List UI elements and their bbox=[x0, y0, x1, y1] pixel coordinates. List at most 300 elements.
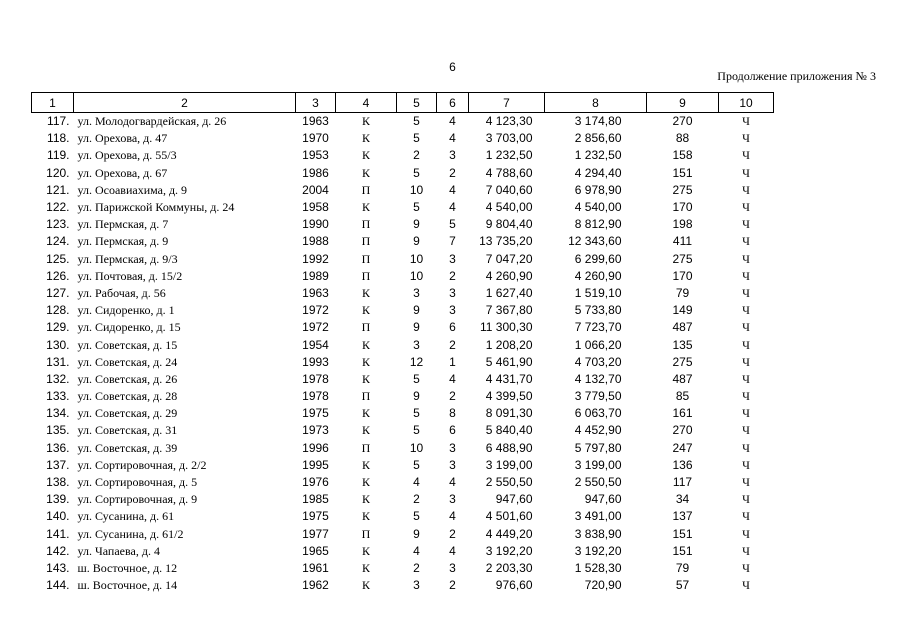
cell-floors: 3 bbox=[413, 285, 420, 300]
cell-living-area: 3 491,00 bbox=[574, 509, 622, 524]
cell-residents: 275 bbox=[672, 251, 693, 266]
cell-floors: 5 bbox=[413, 371, 420, 386]
cell-living-area: 3 174,80 bbox=[574, 114, 622, 129]
cell-living-area: 4 703,20 bbox=[574, 354, 622, 369]
cell-category: Ч bbox=[742, 131, 750, 146]
cell-wall-material: П bbox=[361, 526, 371, 541]
cell-total-area: 3 703,00 bbox=[485, 131, 533, 146]
cell-row-number: 138. bbox=[46, 475, 70, 490]
cell-row-number: 132. bbox=[46, 371, 70, 386]
cell-residents: 161 bbox=[672, 406, 693, 421]
cell-residents: 270 bbox=[672, 114, 693, 129]
table-row bbox=[32, 113, 774, 131]
cell-row-number: 118. bbox=[47, 131, 70, 146]
cell-floors: 12 bbox=[409, 354, 424, 369]
table-row bbox=[32, 371, 774, 388]
cell-category: Ч bbox=[742, 217, 750, 232]
cell-entrances: 4 bbox=[449, 200, 456, 215]
cell-living-area: 3 192,20 bbox=[574, 543, 622, 558]
cell-wall-material: П bbox=[361, 320, 371, 335]
cell-year-built: 1961 bbox=[302, 560, 329, 575]
table-row bbox=[32, 233, 774, 250]
cell-living-area: 5 733,80 bbox=[574, 303, 622, 318]
table-row bbox=[32, 457, 774, 474]
cell-entrances: 3 bbox=[449, 457, 456, 472]
cell-living-area: 4 260,90 bbox=[574, 268, 622, 283]
cell-wall-material: К bbox=[361, 406, 370, 421]
cell-year-built: 1992 bbox=[302, 251, 329, 266]
cell-category: Ч bbox=[742, 509, 750, 524]
cell-wall-material: П bbox=[361, 234, 371, 249]
cell-year-built: 1989 bbox=[302, 268, 329, 283]
column-header-3: 3 bbox=[296, 93, 336, 113]
cell-address: ул. Сидоренко, д. 1 bbox=[77, 303, 175, 318]
cell-address: ул. Сусанина, д. 61 bbox=[77, 509, 175, 524]
cell-living-area: 2 550,50 bbox=[574, 475, 622, 490]
cell-floors: 10 bbox=[409, 251, 424, 266]
cell-address: ул. Молодогвардейская, д. 26 bbox=[77, 114, 227, 129]
cell-row-number: 126. bbox=[46, 268, 70, 283]
header-row bbox=[32, 93, 774, 113]
cell-category: Ч bbox=[742, 182, 750, 197]
cell-row-number: 123. bbox=[46, 217, 70, 232]
cell-row-number: 127. bbox=[46, 285, 70, 300]
cell-category: Ч bbox=[742, 148, 750, 163]
cell-wall-material: К bbox=[361, 492, 370, 507]
cell-wall-material: К bbox=[361, 423, 370, 438]
cell-residents: 151 bbox=[672, 526, 693, 541]
cell-living-area: 6 978,90 bbox=[574, 182, 622, 197]
cell-entrances: 2 bbox=[449, 268, 456, 283]
table-row bbox=[32, 336, 774, 353]
cell-floors: 3 bbox=[413, 337, 420, 352]
cell-year-built: 1988 bbox=[302, 234, 329, 249]
cell-address: ул. Советская, д. 28 bbox=[77, 389, 178, 404]
cell-living-area: 4 132,70 bbox=[574, 371, 622, 386]
table-body bbox=[32, 113, 774, 595]
cell-residents: 151 bbox=[672, 543, 693, 558]
cell-category: Ч bbox=[742, 251, 750, 266]
cell-floors: 5 bbox=[413, 131, 420, 146]
cell-address: ул. Советская, д. 31 bbox=[77, 423, 178, 438]
cell-total-area: 7 040,60 bbox=[485, 182, 533, 197]
cell-floors: 9 bbox=[413, 526, 420, 541]
cell-address: ул. Сортировочная, д. 2/2 bbox=[77, 457, 207, 472]
cell-wall-material: П bbox=[361, 268, 371, 283]
cell-total-area: 976,60 bbox=[495, 578, 533, 593]
cell-entrances: 2 bbox=[449, 389, 456, 404]
cell-address: ул. Почтовая, д. 15/2 bbox=[77, 268, 183, 283]
cell-wall-material: К bbox=[361, 165, 370, 180]
cell-address: ул. Орехова, д. 47 bbox=[77, 131, 168, 146]
cell-total-area: 1 232,50 bbox=[485, 148, 533, 163]
cell-floors: 9 bbox=[413, 303, 420, 318]
column-header-5: 5 bbox=[397, 93, 437, 113]
cell-year-built: 1963 bbox=[302, 114, 329, 129]
column-header-8: 8 bbox=[545, 93, 647, 113]
cell-floors: 10 bbox=[409, 182, 424, 197]
cell-living-area: 8 812,90 bbox=[574, 217, 622, 232]
cell-entrances: 3 bbox=[449, 440, 456, 455]
table-row bbox=[32, 285, 774, 302]
cell-wall-material: К bbox=[361, 578, 370, 593]
cell-address: ул. Советская, д. 39 bbox=[77, 440, 178, 455]
cell-residents: 88 bbox=[675, 131, 690, 146]
cell-total-area: 4 788,60 bbox=[485, 165, 533, 180]
cell-row-number: 136. bbox=[46, 440, 70, 455]
cell-row-number: 119. bbox=[47, 148, 70, 163]
cell-year-built: 1958 bbox=[302, 200, 329, 215]
cell-floors: 10 bbox=[409, 440, 424, 455]
column-header-6: 6 bbox=[437, 93, 469, 113]
cell-row-number: 121. bbox=[46, 182, 70, 197]
cell-total-area: 4 431,70 bbox=[485, 371, 533, 386]
cell-category: Ч bbox=[742, 200, 750, 215]
cell-floors: 5 bbox=[413, 165, 420, 180]
cell-year-built: 1975 bbox=[302, 509, 329, 524]
cell-wall-material: К bbox=[361, 543, 370, 558]
cell-residents: 79 bbox=[675, 285, 690, 300]
column-header-9: 9 bbox=[647, 93, 719, 113]
column-header-10: 10 bbox=[719, 93, 774, 113]
cell-category: Ч bbox=[742, 114, 750, 129]
cell-floors: 5 bbox=[413, 457, 420, 472]
cell-living-area: 2 856,60 bbox=[574, 131, 622, 146]
cell-row-number: 143. bbox=[46, 560, 70, 575]
cell-total-area: 5 461,90 bbox=[485, 354, 533, 369]
cell-row-number: 120. bbox=[46, 165, 70, 180]
cell-total-area: 1 208,20 bbox=[485, 337, 533, 352]
cell-living-area: 1 066,20 bbox=[574, 337, 622, 352]
cell-category: Ч bbox=[742, 406, 750, 421]
cell-year-built: 1990 bbox=[302, 217, 329, 232]
cell-wall-material: П bbox=[361, 440, 371, 455]
cell-row-number: 129. bbox=[46, 320, 70, 335]
cell-year-built: 1963 bbox=[302, 285, 329, 300]
cell-year-built: 1975 bbox=[302, 406, 329, 421]
cell-residents: 487 bbox=[672, 320, 693, 335]
cell-residents: 79 bbox=[675, 560, 690, 575]
cell-living-area: 720,90 bbox=[584, 578, 622, 593]
cell-wall-material: К bbox=[361, 457, 370, 472]
cell-address: ул. Орехова, д. 55/3 bbox=[77, 148, 177, 163]
cell-residents: 117 bbox=[672, 475, 693, 490]
cell-total-area: 11 300,30 bbox=[480, 320, 533, 335]
cell-wall-material: К bbox=[361, 131, 370, 146]
cell-living-area: 1 519,10 bbox=[574, 285, 622, 300]
cell-total-area: 4 501,60 bbox=[485, 509, 533, 524]
cell-living-area: 3 838,90 bbox=[574, 526, 622, 541]
cell-living-area: 12 343,60 bbox=[568, 234, 622, 249]
cell-row-number: 141. bbox=[46, 526, 70, 541]
cell-residents: 270 bbox=[672, 423, 693, 438]
housing-table bbox=[31, 92, 774, 594]
column-header-1: 1 bbox=[32, 93, 74, 113]
cell-wall-material: П bbox=[361, 251, 371, 266]
cell-category: Ч bbox=[742, 303, 750, 318]
table-row bbox=[32, 302, 774, 319]
cell-total-area: 3 199,00 bbox=[485, 457, 533, 472]
cell-entrances: 6 bbox=[449, 320, 456, 335]
cell-entrances: 5 bbox=[449, 217, 456, 232]
table-row bbox=[32, 405, 774, 422]
cell-residents: 170 bbox=[672, 200, 693, 215]
cell-row-number: 133. bbox=[46, 389, 70, 404]
table-row bbox=[32, 268, 774, 285]
cell-living-area: 1 528,30 bbox=[574, 560, 622, 575]
cell-year-built: 1993 bbox=[302, 354, 329, 369]
cell-entrances: 3 bbox=[449, 285, 456, 300]
cell-category: Ч bbox=[742, 389, 750, 404]
cell-year-built: 1977 bbox=[302, 526, 329, 541]
cell-floors: 2 bbox=[413, 148, 420, 163]
cell-category: Ч bbox=[742, 526, 750, 541]
cell-total-area: 13 735,20 bbox=[479, 234, 533, 249]
cell-total-area: 4 449,20 bbox=[485, 526, 533, 541]
cell-row-number: 142. bbox=[46, 543, 70, 558]
cell-category: Ч bbox=[742, 440, 750, 455]
cell-total-area: 4 540,00 bbox=[485, 200, 533, 215]
cell-wall-material: К bbox=[361, 114, 370, 129]
appendix-continuation-note: Продолжение приложения № 3 bbox=[717, 69, 876, 83]
cell-year-built: 1995 bbox=[302, 457, 329, 472]
cell-wall-material: П bbox=[361, 389, 371, 404]
cell-residents: 85 bbox=[675, 389, 690, 404]
table-row bbox=[32, 560, 774, 577]
cell-address: ш. Восточное, д. 14 bbox=[77, 578, 178, 593]
cell-category: Ч bbox=[742, 337, 750, 352]
cell-floors: 10 bbox=[409, 268, 424, 283]
cell-year-built: 2004 bbox=[302, 182, 329, 197]
cell-address: ш. Восточное, д. 12 bbox=[77, 560, 178, 575]
cell-residents: 151 bbox=[672, 165, 693, 180]
column-header-7: 7 bbox=[469, 93, 545, 113]
cell-living-area: 4 294,40 bbox=[574, 165, 622, 180]
table-row bbox=[32, 543, 774, 560]
cell-residents: 170 bbox=[672, 268, 693, 283]
cell-wall-material: К bbox=[361, 509, 370, 524]
table-row bbox=[32, 182, 774, 199]
cell-category: Ч bbox=[742, 578, 750, 593]
cell-year-built: 1962 bbox=[302, 578, 329, 593]
cell-entrances: 3 bbox=[449, 303, 456, 318]
cell-category: Ч bbox=[742, 234, 750, 249]
cell-floors: 5 bbox=[413, 114, 420, 129]
cell-entrances: 4 bbox=[449, 543, 456, 558]
cell-wall-material: К bbox=[361, 354, 370, 369]
cell-floors: 4 bbox=[413, 543, 420, 558]
table-row bbox=[32, 440, 774, 457]
cell-living-area: 5 797,80 bbox=[574, 440, 622, 455]
cell-category: Ч bbox=[742, 371, 750, 386]
table-row bbox=[32, 508, 774, 525]
cell-year-built: 1953 bbox=[302, 148, 329, 163]
cell-entrances: 1 bbox=[449, 354, 456, 369]
cell-row-number: 139. bbox=[46, 492, 70, 507]
cell-row-number: 144. bbox=[46, 578, 70, 593]
cell-year-built: 1996 bbox=[302, 440, 329, 455]
cell-wall-material: К bbox=[361, 200, 370, 215]
cell-residents: 137 bbox=[672, 509, 693, 524]
cell-entrances: 4 bbox=[449, 371, 456, 386]
cell-address: ул. Сортировочная, д. 5 bbox=[77, 475, 198, 490]
cell-address: ул. Советская, д. 24 bbox=[77, 354, 178, 369]
cell-address: ул. Рабочая, д. 56 bbox=[77, 285, 166, 300]
cell-wall-material: П bbox=[361, 217, 371, 232]
cell-category: Ч bbox=[742, 492, 750, 507]
cell-category: Ч bbox=[742, 423, 750, 438]
cell-year-built: 1978 bbox=[302, 389, 329, 404]
cell-living-area: 947,60 bbox=[584, 492, 622, 507]
cell-entrances: 4 bbox=[449, 509, 456, 524]
cell-residents: 136 bbox=[672, 457, 693, 472]
cell-total-area: 4 399,50 bbox=[485, 389, 533, 404]
cell-category: Ч bbox=[742, 165, 750, 180]
cell-living-area: 4 452,90 bbox=[574, 423, 622, 438]
cell-row-number: 128. bbox=[46, 303, 70, 318]
table-row bbox=[32, 422, 774, 439]
cell-floors: 3 bbox=[413, 578, 420, 593]
cell-wall-material: К bbox=[361, 560, 370, 575]
cell-year-built: 1972 bbox=[302, 303, 329, 318]
cell-year-built: 1965 bbox=[302, 543, 329, 558]
cell-address: ул. Сидоренко, д. 15 bbox=[77, 320, 181, 335]
cell-address: ул. Сортировочная, д. 9 bbox=[77, 492, 198, 507]
cell-residents: 275 bbox=[672, 354, 693, 369]
cell-entrances: 4 bbox=[449, 131, 456, 146]
cell-residents: 411 bbox=[672, 234, 693, 249]
cell-entrances: 4 bbox=[449, 114, 456, 129]
cell-living-area: 1 232,50 bbox=[574, 148, 622, 163]
cell-total-area: 4 123,30 bbox=[485, 114, 533, 129]
cell-entrances: 4 bbox=[449, 182, 456, 197]
cell-entrances: 2 bbox=[449, 337, 456, 352]
cell-entrances: 7 bbox=[449, 234, 456, 249]
cell-address: ул. Сусанина, д. 61/2 bbox=[77, 526, 184, 541]
cell-entrances: 2 bbox=[449, 526, 456, 541]
cell-floors: 2 bbox=[413, 492, 420, 507]
cell-row-number: 125. bbox=[46, 251, 70, 266]
cell-total-area: 1 627,40 bbox=[485, 285, 533, 300]
cell-entrances: 2 bbox=[449, 578, 456, 593]
cell-row-number: 130. bbox=[46, 337, 70, 352]
cell-total-area: 2 203,30 bbox=[485, 560, 533, 575]
cell-residents: 247 bbox=[672, 440, 693, 455]
cell-residents: 34 bbox=[675, 492, 690, 507]
cell-address: ул. Советская, д. 15 bbox=[77, 337, 178, 352]
cell-address: ул. Советская, д. 26 bbox=[77, 371, 178, 386]
cell-floors: 4 bbox=[413, 475, 420, 490]
cell-residents: 487 bbox=[672, 371, 693, 386]
cell-floors: 5 bbox=[413, 509, 420, 524]
cell-row-number: 131. bbox=[46, 354, 70, 369]
cell-entrances: 3 bbox=[449, 148, 456, 163]
cell-entrances: 3 bbox=[449, 492, 456, 507]
cell-wall-material: К bbox=[361, 303, 370, 318]
cell-year-built: 1973 bbox=[302, 423, 329, 438]
cell-address: ул. Парижской Коммуны, д. 24 bbox=[77, 200, 235, 215]
cell-wall-material: К bbox=[361, 285, 370, 300]
cell-year-built: 1976 bbox=[302, 475, 329, 490]
cell-entrances: 6 bbox=[449, 423, 456, 438]
cell-row-number: 137. bbox=[46, 457, 70, 472]
cell-row-number: 134. bbox=[46, 406, 70, 421]
cell-total-area: 9 804,40 bbox=[485, 217, 533, 232]
cell-total-area: 8 091,30 bbox=[485, 406, 533, 421]
cell-address: ул. Орехова, д. 67 bbox=[77, 165, 168, 180]
cell-category: Ч bbox=[742, 560, 750, 575]
cell-address: ул. Чапаева, д. 4 bbox=[77, 543, 160, 558]
cell-year-built: 1970 bbox=[302, 131, 329, 146]
cell-entrances: 2 bbox=[449, 165, 456, 180]
cell-wall-material: К bbox=[361, 337, 370, 352]
cell-residents: 158 bbox=[672, 148, 693, 163]
table-row bbox=[32, 147, 774, 164]
table-row bbox=[32, 251, 774, 268]
cell-year-built: 1972 bbox=[302, 320, 329, 335]
cell-row-number: 117. bbox=[47, 114, 70, 129]
table-row bbox=[32, 474, 774, 491]
cell-floors: 5 bbox=[413, 406, 420, 421]
cell-wall-material: К bbox=[361, 371, 370, 386]
cell-category: Ч bbox=[742, 354, 750, 369]
cell-floors: 9 bbox=[413, 320, 420, 335]
cell-wall-material: П bbox=[361, 182, 371, 197]
cell-address: ул. Пермская, д. 9 bbox=[77, 234, 169, 249]
cell-total-area: 7 047,20 bbox=[485, 251, 533, 266]
cell-residents: 149 bbox=[672, 303, 693, 318]
cell-total-area: 3 192,20 bbox=[485, 543, 533, 558]
table-row bbox=[32, 526, 774, 543]
cell-living-area: 6 063,70 bbox=[574, 406, 622, 421]
cell-living-area: 4 540,00 bbox=[574, 200, 622, 215]
table-row bbox=[32, 216, 774, 233]
cell-residents: 275 bbox=[672, 182, 693, 197]
cell-row-number: 122. bbox=[46, 200, 70, 215]
cell-living-area: 3 199,00 bbox=[574, 457, 622, 472]
table-row bbox=[32, 388, 774, 405]
cell-entrances: 3 bbox=[449, 251, 456, 266]
cell-floors: 9 bbox=[413, 217, 420, 232]
cell-living-area: 3 779,50 bbox=[574, 389, 622, 404]
cell-entrances: 4 bbox=[449, 475, 456, 490]
cell-category: Ч bbox=[742, 285, 750, 300]
table-row bbox=[32, 577, 774, 594]
column-header-4: 4 bbox=[336, 93, 397, 113]
cell-residents: 198 bbox=[672, 217, 693, 232]
cell-total-area: 7 367,80 bbox=[485, 303, 533, 318]
cell-floors: 5 bbox=[413, 423, 420, 438]
cell-address: ул. Пермская, д. 9/3 bbox=[77, 251, 178, 266]
cell-wall-material: К bbox=[361, 475, 370, 490]
cell-living-area: 7 723,70 bbox=[574, 320, 622, 335]
cell-entrances: 3 bbox=[449, 560, 456, 575]
table-row bbox=[32, 491, 774, 508]
cell-floors: 2 bbox=[413, 560, 420, 575]
cell-wall-material: К bbox=[361, 148, 370, 163]
cell-row-number: 140. bbox=[46, 509, 70, 524]
cell-floors: 9 bbox=[413, 389, 420, 404]
cell-address: ул. Пермская, д. 7 bbox=[77, 217, 169, 232]
table-row bbox=[32, 199, 774, 216]
cell-year-built: 1978 bbox=[302, 371, 329, 386]
column-header-2: 2 bbox=[74, 93, 296, 113]
table-row bbox=[32, 319, 774, 336]
cell-category: Ч bbox=[742, 543, 750, 558]
cell-category: Ч bbox=[742, 320, 750, 335]
cell-floors: 5 bbox=[413, 200, 420, 215]
cell-category: Ч bbox=[742, 457, 750, 472]
